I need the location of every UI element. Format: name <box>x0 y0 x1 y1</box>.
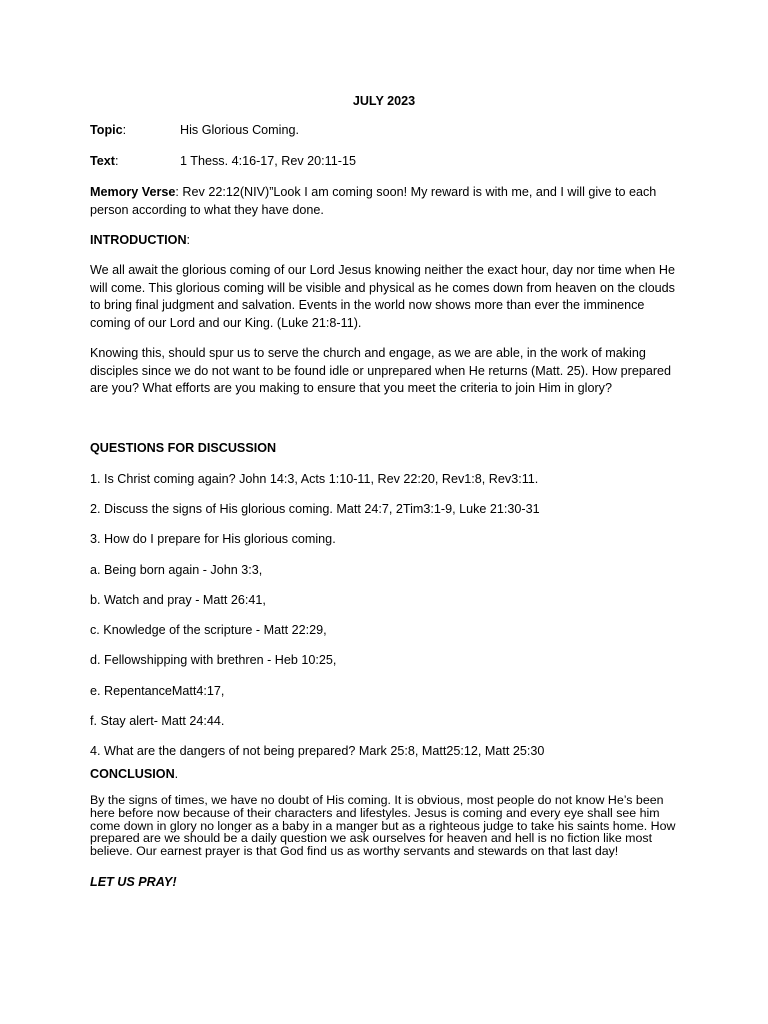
discussion-heading: QUESTIONS FOR DISCUSSION <box>90 441 277 455</box>
introduction-paragraph-2: Knowing this, should spur us to serve the church and engage, as we are able, in the work of making disciples since we do not want to be found idle or unprepared when He returns (Matt. 25). How prepared are you? What efforts are you making to ensure that you meet the criteria to join Him in glory? <box>90 346 672 396</box>
discussion-item: b. Watch and pray - Matt 26:41, <box>90 593 266 607</box>
discussion-item: c. Knowledge of the scripture - Matt 22:29, <box>90 623 327 637</box>
introduction-heading <box>90 232 190 250</box>
topic-value: His Glorious Coming. <box>180 123 299 137</box>
topic-label: Topic <box>90 123 123 137</box>
memory-verse-text: : Rev 22:12(NIV)”Look I am coming soon! My reward is with me, and I will give to each person according to what they have done. <box>90 185 657 217</box>
text-label: Text <box>90 154 115 168</box>
topic-line <box>90 122 299 140</box>
discussion-item: 2. Discuss the signs of His glorious coming. Matt 24:7, 2Tim3:1-9, Luke 21:30-31 <box>90 502 540 516</box>
memory-verse <box>90 184 688 219</box>
memory-verse-label: Memory Verse <box>90 185 176 199</box>
text-line <box>90 153 356 171</box>
introduction-heading-colon: : <box>186 233 191 247</box>
introduction-heading-text: INTRODUCTION <box>90 233 187 247</box>
text-value: 1 Thess. 4:16-17, Rev 20:11-15 <box>180 154 356 168</box>
conclusion-heading-text: CONCLUSION <box>90 767 175 781</box>
discussion-item: f. Stay alert- Matt 24:44. <box>90 714 225 728</box>
discussion-item: 1. Is Christ coming again? John 14:3, Acts 1:10-11, Rev 22:20, Rev1:8, Rev3:11. <box>90 472 539 486</box>
discussion-item: e. RepentanceMatt4:17, <box>90 684 225 698</box>
discussion-item: d. Fellowshipping with brethren - Heb 10:25, <box>90 653 337 667</box>
text-colon: : <box>114 154 119 168</box>
conclusion-heading <box>90 766 178 784</box>
discussion-item: a. Being born again - John 3:3, <box>90 563 263 577</box>
discussion-item: 3. How do I prepare for His glorious coming. <box>90 532 336 546</box>
conclusion-paragraph: By the signs of times, we have no doubt of His coming. It is obvious, most people do not know He’s been here before now because of their characters and lifestyles. Jesus is coming and every eye shall see him come down in glory no longer as a baby in a manger but as a righteous judge to take his saints home. How prepared are we should be a daily question we ask ourselves for heaven and hell is no fiction like most believe. Our earnest prayer is that God find us as worthy servants and stewards on that last day! <box>90 793 676 859</box>
discussion-item: 4. What are the dangers of not being prepared? Mark 25:8, Matt25:12, Matt 25:30 <box>90 744 545 758</box>
topic-colon: : <box>122 123 127 137</box>
closing-line: LET US PRAY! <box>90 875 177 889</box>
document-title: JULY 2023 <box>352 94 416 108</box>
conclusion-heading-period: . <box>174 767 179 781</box>
introduction-paragraph-1: We all await the glorious coming of our Lord Jesus knowing neither the exact hour, day nor time when He will come. This glorious coming will be visible and physical as he comes down from heaven on the clouds to bring final judgment and salvation. Events in the world now shows more than ever the imminence coming of our Lord and our King. (Luke 21:8-11). <box>90 263 675 330</box>
